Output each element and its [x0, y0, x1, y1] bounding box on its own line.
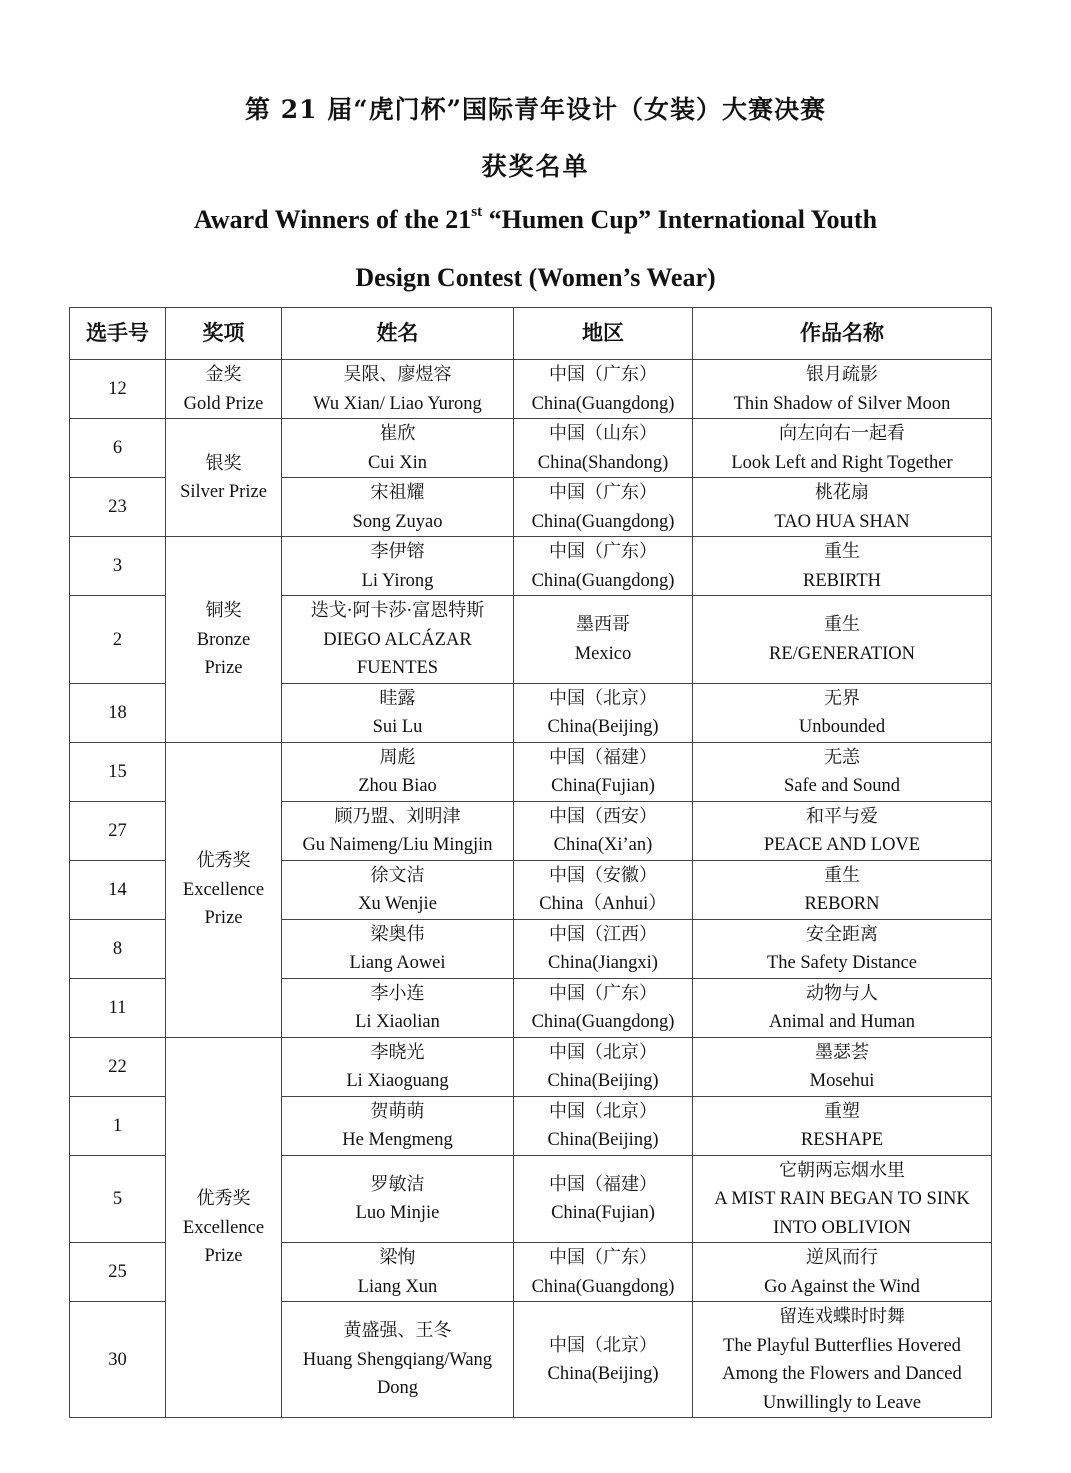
region-cn: 中国（福建） — [549, 746, 657, 768]
subtitle-chinese: 获奖名单 — [481, 152, 590, 181]
contestant-number: 8 — [70, 919, 166, 978]
work-cell — [693, 1096, 992, 1155]
name-en: Li Xiaolian — [355, 1012, 440, 1032]
work-cn: 桃花扇 — [815, 482, 869, 503]
work-cell — [693, 478, 992, 537]
name-cell — [282, 801, 514, 860]
region-cn: 中国（山东） — [549, 423, 657, 444]
region-cn: 中国（安徽） — [549, 864, 657, 886]
name-en: He Mengmeng — [342, 1130, 453, 1150]
name-cn: 顾乃盟、刘明津 — [334, 805, 461, 827]
prize-en: Excellence Prize — [182, 879, 265, 929]
work-cell — [693, 360, 992, 419]
col-header-work: 作品名称 — [693, 308, 992, 360]
prize-cn: 银奖 — [205, 452, 242, 474]
work-cell — [693, 596, 992, 684]
name-en: Song Zuyao — [352, 511, 443, 532]
work-cell — [693, 742, 992, 801]
region-cell — [514, 1096, 693, 1155]
work-cell — [693, 919, 992, 978]
region-en: China(Guangdong) — [531, 570, 675, 591]
work-cell — [693, 537, 992, 596]
prize-cn: 铜奖 — [205, 600, 242, 621]
region-en: China(Beijing) — [547, 1364, 659, 1384]
name-cell — [282, 683, 514, 742]
contestant-number: 2 — [70, 596, 166, 684]
region-cell — [514, 1037, 693, 1096]
table-row — [70, 1037, 992, 1096]
work-en: Go Against the Wind — [764, 1276, 920, 1297]
work-en: The Safety Distance — [767, 953, 917, 973]
region-cn: 中国（北京） — [549, 1334, 657, 1356]
work-cn: 向左向右一起看 — [779, 423, 905, 444]
contestant-number: 18 — [70, 683, 166, 742]
title-english-line1 — [0, 205, 1071, 235]
title-english-ordinal: st — [471, 204, 483, 220]
region-en: China(Guangdong) — [531, 1012, 675, 1032]
work-cell — [693, 860, 992, 919]
table-row — [70, 742, 992, 801]
work-cell — [693, 1037, 992, 1096]
name-en: Li Yirong — [361, 570, 434, 591]
contestant-number: 6 — [70, 419, 166, 478]
contestant-number: 27 — [70, 801, 166, 860]
name-cn: 李晓光 — [370, 1041, 425, 1063]
region-en: China(Fujian) — [551, 776, 655, 796]
region-en: China(Beijing) — [547, 717, 659, 737]
prize-en: Silver Prize — [180, 482, 267, 502]
region-en: China(Beijing) — [547, 1130, 659, 1150]
name-cn: 黄盛强、王冬 — [343, 1320, 452, 1342]
region-cell — [514, 919, 693, 978]
work-en: A MIST RAIN BEGAN TO SINK INTO OBLIVION — [714, 1189, 970, 1238]
contestant-number: 3 — [70, 537, 166, 596]
name-en: Liang Aowei — [349, 953, 446, 973]
region-en: China(Xi’an) — [553, 835, 653, 855]
name-cn: 梁恂 — [379, 1247, 416, 1268]
region-cn: 中国（北京） — [549, 1100, 657, 1122]
work-cn: 动物与人 — [806, 982, 878, 1004]
name-cell — [282, 1037, 514, 1096]
work-cn: 它朝两忘烟水里 — [779, 1159, 905, 1181]
region-cell — [514, 1302, 693, 1418]
region-cell — [514, 801, 693, 860]
name-en: Cui Xin — [367, 452, 428, 473]
name-cn: 崔欣 — [379, 423, 416, 444]
contestant-number: 11 — [70, 978, 166, 1037]
name-en: Li Xiaoguang — [346, 1071, 449, 1091]
region-cn: 中国（西安） — [549, 805, 657, 827]
contestant-number: 22 — [70, 1037, 166, 1096]
name-cell — [282, 1302, 514, 1418]
work-en: Thin Shadow of Silver Moon — [733, 393, 951, 414]
name-cn: 梁奥伟 — [370, 923, 425, 945]
work-en: RESHAPE — [800, 1130, 884, 1150]
table-row — [70, 537, 992, 596]
name-cell — [282, 978, 514, 1037]
region-cn: 中国（福建） — [549, 1173, 657, 1195]
name-en: Liang Xun — [357, 1276, 438, 1297]
region-en: China(Guangdong) — [531, 511, 675, 532]
work-cell — [693, 419, 992, 478]
region-cn: 墨西哥 — [576, 614, 630, 636]
work-cell — [693, 978, 992, 1037]
prize-cell-excellence-continued — [166, 1037, 282, 1418]
name-cn: 李小连 — [370, 982, 425, 1004]
work-cn: 无恙 — [824, 746, 860, 768]
region-cn: 中国（北京） — [549, 1041, 657, 1063]
region-en: China(Jiangxi) — [548, 953, 658, 973]
work-cn: 安全距离 — [806, 923, 878, 945]
region-en: China(Beijing) — [547, 1071, 659, 1091]
name-cell — [282, 742, 514, 801]
region-cell — [514, 683, 693, 742]
work-en: PEACE AND LOVE — [763, 835, 921, 855]
prize-cell-bronze — [166, 537, 282, 743]
work-en: Safe and Sound — [783, 776, 901, 796]
name-cn: 迭戈·阿卡莎·富恩特斯 — [310, 600, 485, 621]
prize-en: Bronze Prize — [196, 629, 251, 678]
region-cn: 中国（广东） — [549, 364, 657, 385]
work-cn: 重生 — [824, 864, 860, 886]
name-cell — [282, 1243, 514, 1302]
work-en: Look Left and Right Together — [731, 452, 953, 473]
name-en: Luo Minjie — [355, 1203, 440, 1224]
work-en: RE/GENERATION — [769, 643, 915, 664]
region-cn: 中国（江西） — [549, 923, 657, 945]
region-en: China(Fujian) — [551, 1203, 655, 1224]
contestant-number: 5 — [70, 1155, 166, 1243]
region-en: China(Guangdong) — [531, 393, 675, 414]
prize-cn: 优秀奖 — [196, 1188, 251, 1209]
region-cell — [514, 537, 693, 596]
work-cn: 墨瑟荟 — [815, 1041, 869, 1063]
name-en: DIEGO ALCÁZAR FUENTES — [323, 629, 472, 678]
name-en: Xu Wenjie — [358, 894, 437, 914]
region-cell — [514, 478, 693, 537]
work-cn: 无界 — [824, 687, 860, 709]
name-cn: 周彪 — [379, 746, 416, 768]
contestant-number: 1 — [70, 1096, 166, 1155]
name-en: Wu Xian/ Liao Yurong — [313, 393, 482, 414]
contestant-number: 30 — [70, 1302, 166, 1418]
region-en: Mexico — [574, 643, 632, 664]
prize-cell-silver — [166, 419, 282, 537]
work-cell — [693, 1243, 992, 1302]
contestant-number: 15 — [70, 742, 166, 801]
name-cell — [282, 360, 514, 419]
work-en: Unbounded — [798, 717, 886, 737]
work-en: Animal and Human — [769, 1012, 915, 1032]
table-row — [70, 360, 992, 419]
name-en: Huang Shengqiang/Wang Dong — [302, 1349, 493, 1399]
prize-cn: 金奖 — [205, 364, 242, 385]
region-cell — [514, 1155, 693, 1243]
name-cn: 眭露 — [379, 687, 416, 709]
work-cn: 重生 — [824, 614, 860, 636]
work-cn: 和平与爱 — [806, 805, 878, 827]
work-cell — [693, 801, 992, 860]
name-en: Gu Naimeng/Liu Mingjin — [302, 835, 493, 855]
region-cell — [514, 596, 693, 684]
work-en: REBIRTH — [802, 570, 882, 591]
region-cn: 中国（广东） — [549, 541, 657, 562]
prize-cell-gold — [166, 360, 282, 419]
name-cell — [282, 478, 514, 537]
contestant-number: 23 — [70, 478, 166, 537]
name-cell — [282, 1155, 514, 1243]
work-cell — [693, 1155, 992, 1243]
region-en: China(Shandong) — [537, 452, 669, 473]
name-cell — [282, 860, 514, 919]
work-en: The Playful Butterflies Hovered Among the Flowers and Danced Unwillingly to Leave — [722, 1335, 962, 1413]
name-cell — [282, 919, 514, 978]
col-header-prize: 奖项 — [166, 308, 282, 360]
work-cn: 重生 — [824, 541, 860, 562]
region-cell — [514, 419, 693, 478]
prize-cell-excellence — [166, 742, 282, 1037]
region-cell — [514, 742, 693, 801]
region-cn: 中国（广东） — [549, 1247, 657, 1268]
work-cn: 留连戏蝶时时舞 — [779, 1306, 905, 1327]
title-english-prefix: Award Winners of the 21 — [193, 205, 472, 234]
col-header-name: 姓名 — [282, 308, 514, 360]
name-cell — [282, 596, 514, 684]
name-cell — [282, 537, 514, 596]
award-winners-table — [69, 307, 992, 1418]
region-cell — [514, 978, 693, 1037]
region-cn: 中国（广东） — [549, 982, 657, 1004]
name-cn: 罗敏洁 — [370, 1173, 425, 1195]
work-en: Mosehui — [809, 1071, 875, 1091]
title-english-line2: Design Contest (Women’s Wear) — [355, 263, 716, 292]
work-cn: 重塑 — [824, 1100, 860, 1122]
region-cn: 中国（北京） — [549, 687, 657, 709]
region-en: China(Guangdong) — [531, 1276, 675, 1297]
col-header-region: 地区 — [514, 308, 693, 360]
contestant-number: 14 — [70, 860, 166, 919]
prize-cn: 优秀奖 — [196, 850, 251, 872]
table-header-row — [70, 308, 992, 360]
contestant-number: 25 — [70, 1243, 166, 1302]
work-cn: 银月疏影 — [806, 364, 878, 385]
name-en: Zhou Biao — [358, 776, 437, 796]
region-cell — [514, 860, 693, 919]
region-cell — [514, 1243, 693, 1302]
prize-en: Excellence Prize — [182, 1217, 265, 1266]
name-en: Sui Lu — [372, 717, 423, 737]
work-cell — [693, 1302, 992, 1418]
name-cell — [282, 1096, 514, 1155]
region-cn: 中国（广东） — [549, 482, 657, 503]
region-cell — [514, 360, 693, 419]
work-en: TAO HUA SHAN — [774, 511, 910, 532]
name-cn: 宋祖耀 — [370, 482, 425, 503]
contestant-number: 12 — [70, 360, 166, 419]
name-cn: 吴限、廖煜容 — [343, 364, 452, 385]
region-en: China（Anhui） — [539, 894, 667, 914]
name-cell — [282, 419, 514, 478]
work-cell — [693, 683, 992, 742]
work-cn: 逆风而行 — [806, 1247, 878, 1268]
prize-en: Gold Prize — [183, 393, 264, 414]
work-en: REBORN — [804, 894, 880, 914]
col-header-number: 选手号 — [70, 308, 166, 360]
table-row — [70, 419, 992, 478]
title-chinese: 第 21 届“虎门杯”国际青年设计（女装）大赛决赛 — [245, 95, 826, 124]
name-cn: 李伊镕 — [370, 541, 425, 562]
name-cn: 徐文洁 — [370, 864, 425, 886]
title-english-suffix: “Humen Cup” International Youth — [482, 205, 878, 234]
name-cn: 贺萌萌 — [370, 1100, 425, 1122]
